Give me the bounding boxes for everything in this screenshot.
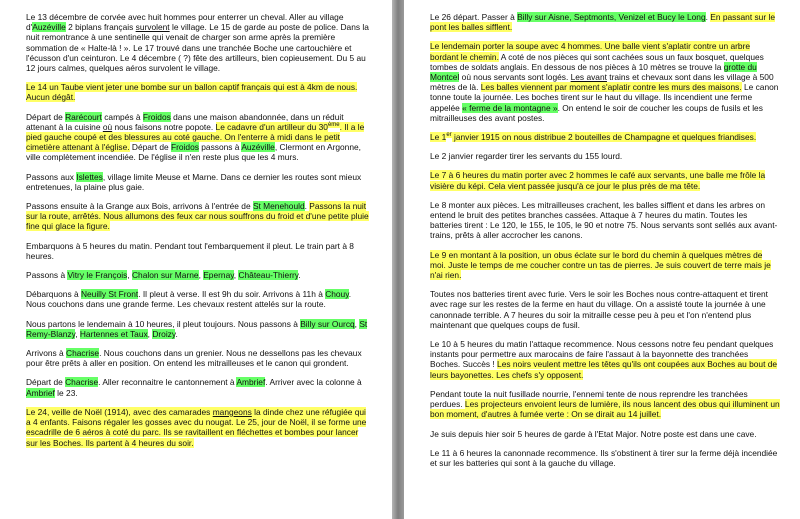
text-segment: campés à	[101, 111, 143, 122]
text-segment: dans une maison abandonnée, dans un réduit attenant à la cuisine	[26, 111, 344, 132]
place-name-highlight: Vitry le François	[67, 270, 128, 281]
paragraph	[430, 200, 780, 241]
place-name-highlight: Froidos	[142, 111, 171, 122]
highlighted-text: Le lendemain porter la soupe avec 4 hommes. Une balle vient s'aplatir contre un arbre bordant le chemin.	[430, 41, 751, 62]
text-segment: trains et chevaux sont dans les village à 500 mètres de là.	[430, 72, 774, 93]
text-segment: ,	[198, 270, 204, 281]
place-name-highlight: St Menehould	[252, 201, 305, 212]
text-segment: .	[298, 270, 301, 281]
text-segment: Nous partons le lendemain à 10 heures, il pleut toujours. Nous passons à	[26, 318, 301, 329]
paragraph	[430, 448, 780, 468]
place-name-highlight: Chouy	[325, 289, 349, 300]
text-segment: Passons à	[26, 270, 68, 281]
text-segment: Je suis depuis hier soir 5 heures de garde à l'Etat Major. Notre poste est dans une cave.	[430, 428, 757, 439]
highlighted-text: Le cadavre d'un artilleur du 30	[215, 121, 328, 132]
text-segment: ,	[127, 270, 132, 281]
paragraph	[430, 132, 780, 142]
place-name-highlight: grotte du Montcel	[430, 61, 757, 83]
text-segment: ,	[233, 270, 239, 281]
text-segment: .	[705, 12, 711, 22]
highlighted-text: er	[446, 132, 452, 139]
paragraph	[430, 339, 780, 380]
text-segment: Le 2 janvier regarder tirer les servants du 155 lourd.	[430, 151, 623, 162]
text-segment: , village limite Meuse et Marne. Dans ce dernier les routes sont mieux entretenues, la plaine plus gaie.	[26, 171, 362, 192]
highlighted-text: Le 24, veille de Noël (1914), avec des camarades	[26, 406, 213, 417]
highlighted-text: Les noirs veulent mettre les têtes qu'ils ont coupées aux Boches au bout de leurs bayonettes. Les chefs s'y opposent.	[430, 359, 778, 380]
place-name-highlight: Chalon sur Marne	[131, 270, 199, 281]
highlighted-text: Le 1	[430, 132, 447, 143]
text-segment: Les avant	[570, 72, 607, 83]
paragraph	[26, 201, 372, 232]
paragraph	[430, 389, 780, 420]
paragraph	[26, 82, 372, 102]
highlighted-text: Les projecteurs envoient leurs de lumière, ils nous lancent des obus qui illuminent un bon moment, d'autres à fumée verte : On se dirait au 14 juillet.	[430, 399, 780, 420]
text-segment: ,	[147, 328, 153, 339]
highlighted-text: la dinde chez une réfugiée qui a 4 enfants. Faisons régaler les gosses avec du nougat. Le 25, jour de Noël, il se forme une escadrille de 6 aéros à coté du parc. Ils se ravitaillent en fléchettes et bombes pour lancer sur les Boches. Ils partent à 4 heures du soir.	[26, 406, 367, 448]
text-segment: où nous servants sont logés.	[459, 72, 571, 83]
text-segment: 2 biplans français	[65, 22, 136, 33]
text-segment: Toutes nos batteries tirent avec furie. Vers le soir les Boches nous contre-attaquent et tirent avec rage sur les restes de la ferme en haut du village. On a assisté toute la journée à une canonnade terrible. A 7 heures du soir la mitraille cesse peu à peu et l'on n'entend plus maintenant que quelques coups de fusil.	[430, 289, 768, 330]
text-segment: ,	[354, 318, 360, 329]
text-segment: Départ de	[129, 142, 171, 153]
paragraph	[26, 319, 372, 339]
place-name-highlight: Auzéville	[32, 22, 66, 33]
text-segment: . Nous couchons dans une grande ferme. Les chevaux restent attelés sur la route.	[26, 289, 352, 310]
text-segment: Le canon tonne toute la journée. Les boches tirent sur le haut du village. Ils incendient une ferme appelée	[430, 82, 779, 113]
text-segment: Le 11 à 6 heures la canonnade recommence. Ils s'obstinent à tirer sur la ferme déjà incendiée et sur les batteries qui sont à la gauche du village.	[430, 447, 778, 468]
text-segment: Débarquons à	[26, 289, 81, 300]
highlighted-text: Le 14 un Taube vient jeter une bombe sur un ballon captif français qui est à 4km de nous. Aucun dégât.	[26, 82, 358, 103]
paragraph	[26, 377, 372, 397]
text-segment: le village. Le 15 de garde au poste de police. Dans la nuit remontrance à une sentinelle qui venait de charger son arme après la première sommation de « Halte-là ! ». Le 17 trouvé dans une tranchée Boche une cartouchière et l'écusson d'un ceinturon. Le 4 décembre ( ?) fête des artilleurs, bien copieusement. Du 5 au 12 jours calmes, quelques aéros survolent le village.	[26, 22, 369, 74]
text-segment: le 23.	[54, 387, 78, 398]
highlighted-text: En passant sur le pont les balles sifflent.	[430, 12, 775, 33]
place-name-highlight: Hartennes et Taux	[79, 328, 148, 339]
paragraph	[430, 250, 780, 281]
place-name-highlight: Rarécourt	[65, 111, 102, 122]
text-segment: Embarquons à 5 heures du matin. Pendant tout l'embarquement il pleut. Le train part à 8 heures.	[26, 240, 354, 261]
highlighted-text: janvier 1915 on nous distribue 2 bouteilles de Champagne et quelques friandises.	[451, 132, 757, 143]
paragraph	[430, 41, 780, 123]
text-segment: . Il pleut à verse. Il est 9h du soir. Arrivons à 11h à	[138, 289, 326, 300]
text-segment: . On entend le soir de coucher les coups de fusils et les mitrailleuses des avant postes.	[430, 102, 763, 123]
paragraph	[26, 407, 372, 448]
text-segment: . Aller reconnaitre le cantonnement à	[98, 377, 237, 388]
place-name-highlight: Château-Thierry	[238, 270, 299, 281]
place-name-highlight: Auzéville	[241, 142, 275, 153]
place-name-highlight: Chacrise	[66, 348, 100, 359]
place-name-highlight: « ferme de la montagne »	[462, 102, 558, 113]
place-name-highlight: Ambrief	[236, 377, 266, 388]
text-segment: .	[304, 201, 310, 212]
paragraph	[26, 348, 372, 368]
text-segment: survolent	[135, 22, 170, 33]
paragraph	[26, 289, 372, 309]
text-segment: nous faisons notre popote.	[112, 121, 216, 132]
text-segment: Arrivons à	[26, 348, 67, 359]
paragraph	[430, 151, 780, 161]
text-segment: . Arriver avec la colonne à	[265, 377, 362, 388]
paragraph	[430, 429, 780, 439]
text-segment: Le 26 départ. Passer à	[430, 12, 518, 22]
paragraph	[26, 172, 372, 192]
place-name-highlight: Islettes	[76, 171, 103, 182]
highlighted-text: ème	[327, 122, 340, 129]
place-name-highlight: Neuilly St Front	[80, 289, 139, 300]
highlighted-text: mangeons	[212, 406, 252, 417]
highlighted-text: . Il a le pied gauche coupé et des blessures au coté gauche. On l'enterre à midi dans le petit cimetière attenant à l'église.	[26, 121, 365, 153]
highlighted-text: Le 7 à 6 heures du matin porter avec 2 hommes le café aux servants, une balle me frôle la visière du képi. Cela vient passée jusqu'à ce jour le plus près de ma tête.	[430, 170, 766, 191]
text-segment: Départ de	[26, 111, 66, 122]
place-name-highlight: Ambrief	[26, 387, 55, 398]
text-segment: Le 8 monter aux pièces. Les mitrailleuses crachent, les balles sifflent et dans les arbres on entend le bruit des petites branches cassées. Attaque à 7 heures du matin. Toutes les batteries tirent : Le 120, le 155, le 105, le 90 et notre 75. Nous servants sont sellés aux avant-trains, prêts à aller accrocher les canons.	[430, 199, 778, 241]
text-segment: Départ de	[26, 377, 66, 388]
text-segment: A coté de nos pièces qui sont cachées sous un faux bosquet, quelques tombes de soldats anglais. En dessous de nos pièces à 10 mètres se trouve la	[430, 51, 764, 72]
text-segment: passons à	[198, 142, 242, 153]
text-segment: Passons aux	[26, 171, 77, 182]
text-segment: Le 13 décembre de corvée avec huit hommes pour enterrer un cheval. Aller au village d'	[26, 12, 344, 33]
page-gutter	[392, 0, 404, 519]
paragraph	[430, 12, 780, 32]
document-page-left	[0, 0, 392, 519]
text-segment: , Clermont en Argonne, ville complètement incendiée. De l'église il n'en reste plus que les 4 murs.	[26, 142, 361, 163]
place-name-highlight: Froidos	[171, 142, 199, 153]
paragraph	[26, 270, 372, 280]
highlighted-text: Les balles viennent par moment s'aplatir contre les murs des maisons.	[480, 82, 742, 93]
paragraph	[430, 289, 780, 330]
highlighted-text: Passons la nuit sur la route, arrêtés. Nous allumons des feux car nous souffrons du froid et d'une petite pluie fine qui glace la figure.	[26, 201, 369, 232]
text-segment: Passons ensuite à la Grange aux Bois, arrivons à l'entrée de	[26, 201, 253, 212]
place-name-highlight: St Remy-Blanzy	[26, 318, 368, 339]
paragraph	[26, 12, 372, 73]
text-segment: Le 10 à 5 heures du matin l'attaque recommence. Nous cessons notre feu pendant quelques instants pour permettre aux marocains de faire l'assaut à la bayonnette des tranchées Boches. Succès !	[430, 339, 774, 370]
place-name-highlight: Chacrise	[65, 377, 99, 388]
paragraph	[26, 241, 372, 261]
text-segment: ,	[75, 328, 80, 339]
paragraph	[26, 112, 372, 163]
place-name-highlight: Billy sur Aisne, Septmonts, Venizel et Bucy le Long	[517, 12, 706, 22]
text-segment: Pendant toute la nuit fusillade nourrie, l'ennemi tente de nous reprendre les tranchées perdues.	[430, 388, 748, 410]
text-segment: où	[102, 121, 113, 132]
highlighted-text: Le 9 en montant à la position, un obus éclate sur le bord du chemin à quelques mètres de moi. Juste le temps de me coucher contre un tas de pierres. Je suis couvert de terre mais je n'ai rien.	[430, 249, 771, 281]
paragraph	[430, 170, 780, 190]
place-name-highlight: Droizy	[152, 328, 176, 339]
place-name-highlight: Billy sur Ourcq	[300, 318, 355, 329]
text-segment: . Nous couchons dans un grenier. Nous ne dessellons pas les chevaux pour être prêts à aller en position. On entend les mitrailleuses et le canon qui grondent.	[26, 348, 362, 369]
text-segment: .	[175, 328, 178, 339]
document-page-right	[404, 0, 800, 519]
place-name-highlight: Epernay	[203, 270, 234, 281]
